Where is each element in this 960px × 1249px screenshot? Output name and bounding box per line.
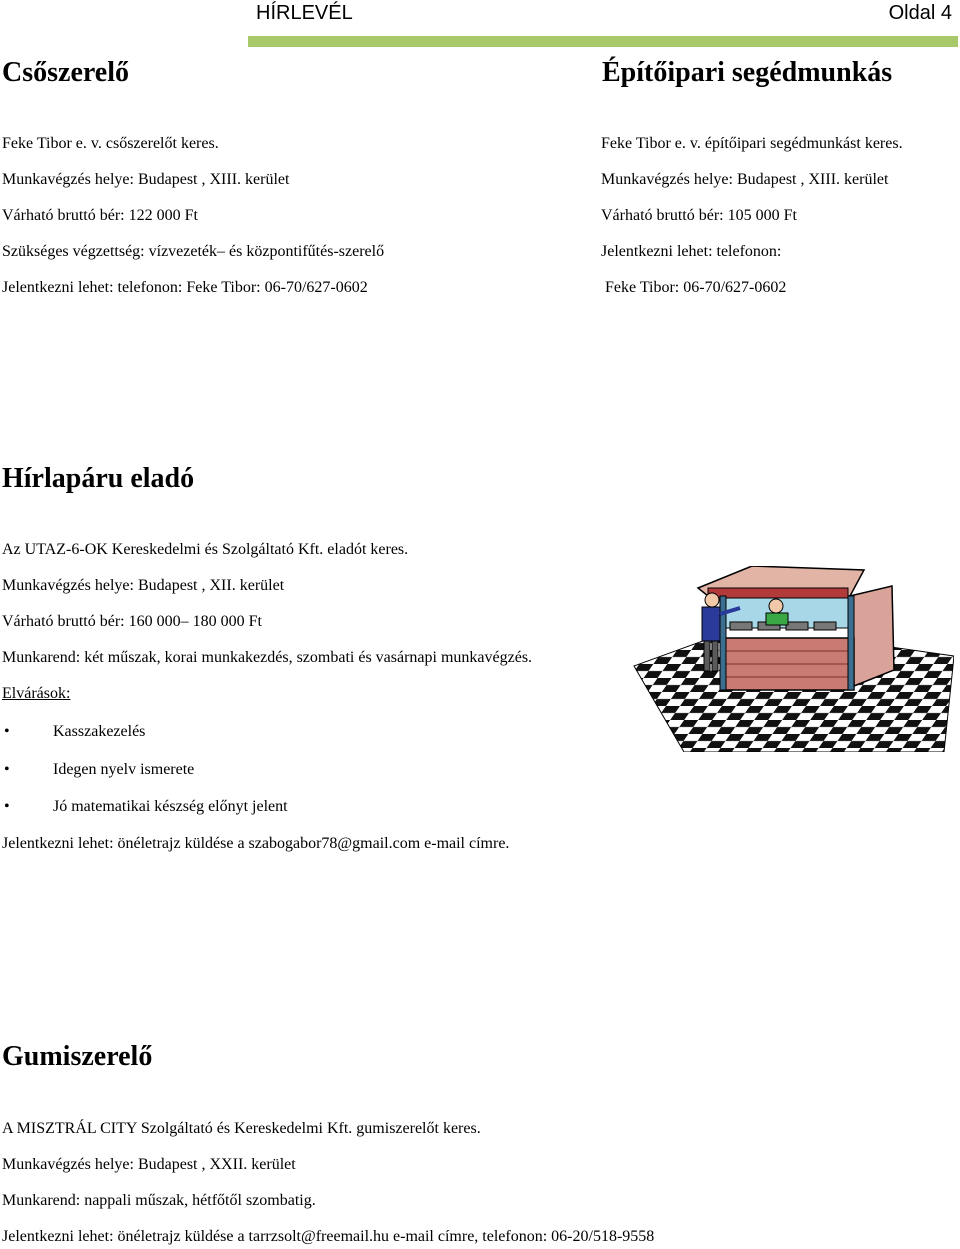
requirement-item: Kasszakezelés — [53, 723, 146, 740]
requirement-item: Idegen nyelv ismerete — [53, 761, 195, 778]
job1-line: Munkavégzés helye: Budapest , XIII. kerület — [2, 171, 290, 188]
job3-apply: Jelentkezni lehet: önéletrajz küldése a szabogabor78@gmail.com e-mail címre. — [2, 835, 510, 852]
job2-line: Várható bruttó bér: 105 000 Ft — [601, 207, 797, 224]
job4-line: Jelentkezni lehet: önéletrajz küldése a tarrzsolt@freemail.hu e-mail címre, telefonon: 06-20/518-9558 — [2, 1228, 655, 1245]
page-number: Oldal 4 — [888, 2, 952, 24]
job4-title: Gumiszerelő — [2, 1041, 153, 1072]
newsletter-title: HÍRLEVÉL — [256, 2, 353, 24]
job2-title: Építőipari segédmunkás — [602, 57, 893, 88]
bullet-icon: • — [4, 798, 10, 815]
job3-line: Munkavégzés helye: Budapest , XII. kerület — [2, 577, 285, 594]
header-bar — [248, 36, 958, 47]
job1-line: Szükséges végzettség: vízvezeték– és központifűtés-szerelő — [2, 243, 385, 260]
requirement-item: Jó matematikai készség előnyt jelent — [53, 798, 288, 815]
job3-line: Munkarend: két műszak, korai munkakezdés, szombati és vasárnapi munkavégzés. — [2, 649, 533, 666]
job1-line: Várható bruttó bér: 122 000 Ft — [2, 207, 198, 224]
job2-line: Jelentkezni lehet: telefonon: — [601, 243, 782, 260]
job1-title: Csőszerelő — [2, 57, 129, 88]
requirements-label: Elvárások: — [2, 685, 71, 702]
job4-line: Munkarend: nappali műszak, hétfőtől szombatig. — [2, 1192, 316, 1209]
job3-line: Várható bruttó bér: 160 000– 180 000 Ft — [2, 613, 262, 630]
job1-line: Jelentkezni lehet: telefonon: Feke Tibor: 06-70/627-0602 — [2, 279, 368, 296]
job1-line: Feke Tibor e. v. csőszerelőt keres. — [2, 135, 219, 152]
job2-line: Munkavégzés helye: Budapest , XIII. kerület — [601, 171, 889, 188]
job2-line: Feke Tibor: 06-70/627-0602 — [601, 279, 787, 296]
job3-title: Hírlapáru eladó — [2, 463, 195, 494]
job2-line: Feke Tibor e. v. építőipari segédmunkást keres. — [601, 135, 903, 152]
newsstand-kiosk-icon — [624, 566, 954, 752]
job3-line: Az UTAZ-6-OK Kereskedelmi és Szolgáltató Kft. eladót keres. — [2, 541, 409, 558]
bullet-icon: • — [4, 723, 10, 740]
bullet-icon: • — [4, 761, 10, 778]
job4-line: A MISZTRÁL CITY Szolgáltató és Kereskedelmi Kft. gumiszerelőt keres. — [2, 1120, 481, 1137]
job4-line: Munkavégzés helye: Budapest , XXII. kerület — [2, 1156, 296, 1173]
